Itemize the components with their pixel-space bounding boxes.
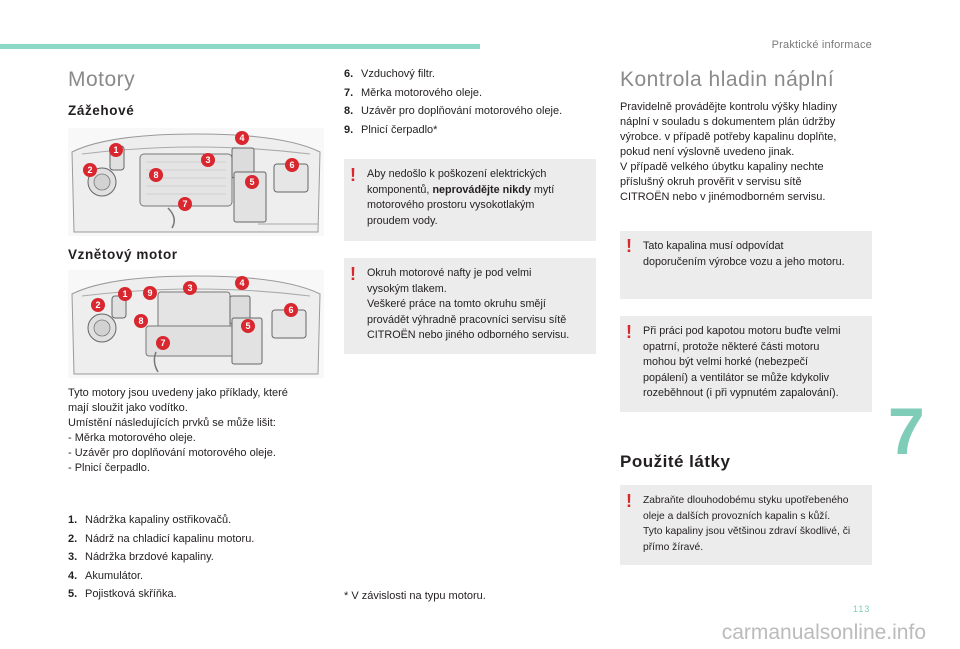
list-item: 1. Nádržka kapaliny ostřikovačů. (68, 514, 232, 526)
svg-text:7: 7 (182, 199, 188, 209)
svg-text:5: 5 (249, 177, 255, 187)
list-item: 4. Akumulátor. (68, 569, 144, 582)
callout-8 (134, 314, 148, 328)
warning-icon: ! (626, 491, 632, 511)
callout-1 (118, 287, 132, 301)
warning-line: Zabraňte dlouhodobému styku upotřebeného (643, 495, 849, 506)
callout-6 (284, 303, 298, 317)
heading-diesel: Vznětový motor (68, 247, 178, 262)
warning-line: Při práci pod kapotou motoru buďte velmi (643, 325, 841, 337)
section-title-motory: Motory (68, 68, 136, 91)
intro-line: - Plnicí čerpadlo. (68, 462, 150, 474)
callout-7 (178, 197, 192, 211)
engines-intro (68, 386, 288, 476)
warning-line: přímo žíravé. (643, 541, 704, 553)
callout-5 (245, 175, 259, 189)
warning-box-fluid-spec (620, 231, 872, 299)
warning-line: proudem vody. (367, 214, 438, 227)
warning-line: Okruh motorové nafty je pod velmi (367, 267, 532, 279)
warning-line: Tyto kapaliny jsou většinou zdraví škodlivé, či (643, 526, 851, 537)
svg-text:4: 4 (239, 133, 245, 143)
warning-box-used-substances (620, 485, 872, 565)
warning-line: rozeběhnout (i při vypnutém zapalování). (643, 387, 839, 399)
watermark: carmanualsonline.info (721, 621, 926, 644)
intro-line: mají sloužit jako vodítko. (68, 402, 188, 414)
svg-text:3: 3 (205, 155, 211, 165)
petrol-engine-illustration (68, 128, 324, 236)
warning-line: komponentů, neprovádějte nikdy mytí (367, 183, 555, 196)
svg-text:2: 2 (87, 165, 93, 175)
para-line: pokud není výslovně uvedeno jinak. (620, 146, 795, 158)
intro-line: Umístění následujících prvků se může lišit: (68, 417, 276, 429)
warning-line: motorového prostoru vysokotlakým (367, 199, 535, 211)
list-item: 6. Vzduchový filtr. (344, 68, 435, 80)
svg-text:8: 8 (153, 170, 159, 180)
heading-used-substances: Použité látky (620, 452, 731, 471)
page-number: 113 (853, 604, 871, 614)
warning-line: mohou být velmi horké (nebezpečí (643, 356, 809, 368)
intro-line: - Uzávěr pro doplňování motorového oleje. (68, 447, 276, 459)
header-accent-bar (0, 44, 480, 49)
callout-6 (285, 158, 299, 172)
svg-text:6: 6 (288, 305, 294, 315)
warning-box-diesel-circuit (344, 258, 596, 354)
callout-2 (83, 163, 97, 177)
para-line: CITROËN nebo v jinémodborném servisu. (620, 191, 826, 203)
warning-icon: ! (626, 236, 632, 256)
chapter-number: 7 (888, 394, 925, 468)
svg-text:1: 1 (122, 289, 128, 299)
intro-line: - Měrka motorového oleje. (68, 432, 196, 444)
diesel-engine-illustration (68, 270, 324, 378)
para-line: příslušný okruh prověřit v servisu sítě (620, 176, 802, 188)
svg-text:7: 7 (160, 338, 166, 348)
warning-line: popálení) a ventilátor se může kdykoliv (643, 371, 830, 384)
list-item: 7. Měrka motorového oleje. (344, 86, 483, 99)
callout-5 (241, 319, 255, 333)
running-header: Praktické informace (771, 39, 872, 51)
callout-9 (143, 286, 157, 300)
component-list-left (68, 511, 254, 604)
warning-line: Veškeré práce na tomto okruhu smějí (367, 298, 546, 310)
list-item: 5. Pojistková skříňka. (68, 588, 177, 600)
warning-box-washing (344, 159, 596, 241)
svg-text:3: 3 (187, 283, 193, 293)
warning-line: Tato kapalina musí odpovídat (643, 240, 784, 252)
section-title-levels: Kontrola hladin náplní (620, 68, 835, 91)
para-line: výrobce. v případě potřeby kapalinu doplňte, (620, 131, 837, 143)
para-line: náplní v souladu s dokumentem plán údržby (620, 116, 836, 128)
list-item: 2. Nádrž na chladicí kapalinu motoru. (68, 532, 255, 545)
callout-8 (149, 168, 163, 182)
svg-text:1: 1 (113, 145, 119, 155)
svg-text:4: 4 (239, 278, 245, 288)
para-line: Pravidelně provádějte kontrolu výšky hladiny (620, 101, 838, 113)
list-item: 9. Plnicí čerpadlo* (344, 123, 438, 136)
warning-line: Aby nedošlo k poškození elektrických (367, 168, 547, 180)
warning-line: CITROËN nebo jiného odborného servisu. (367, 329, 570, 341)
callout-4 (235, 276, 249, 290)
callout-2 (91, 298, 105, 312)
list-item: 8. Uzávěr pro doplňování motorového oleje. (344, 105, 563, 117)
warning-line: opatrní, protože některé části motoru (643, 340, 820, 353)
warning-line: provádět výhradně pracovníci servisu sítě (367, 313, 567, 326)
callout-7 (156, 336, 170, 350)
footnote: * V závislosti na typu motoru. (344, 590, 486, 602)
heading-petrol: Zážehové (68, 103, 135, 118)
svg-text:8: 8 (138, 316, 144, 326)
callout-3 (183, 281, 197, 295)
svg-text:2: 2 (95, 300, 101, 310)
callout-3 (201, 153, 215, 167)
callout-4 (235, 131, 249, 145)
callout-1 (109, 143, 123, 157)
warning-icon: ! (350, 165, 356, 185)
warning-box-hot-engine (620, 316, 872, 412)
warning-line: vysokým tlakem. (367, 282, 447, 295)
component-list-middle (344, 65, 562, 139)
intro-line: Tyto motory jsou uvedeny jako příklady, které (68, 387, 288, 399)
warning-line: doporučením výrobce vozu a jeho motoru. (643, 255, 845, 268)
levels-paragraph (620, 100, 837, 205)
warning-icon: ! (350, 264, 356, 284)
para-line: V případě velkého úbytku kapaliny nechte (620, 161, 824, 173)
warning-line: oleje a dalších provozních kapalin s kůží. (643, 510, 831, 522)
warning-icon: ! (626, 322, 632, 342)
svg-text:6: 6 (289, 160, 295, 170)
svg-text:5: 5 (245, 321, 251, 331)
list-item: 3. Nádržka brzdové kapaliny. (68, 551, 214, 563)
svg-text:9: 9 (147, 288, 153, 298)
